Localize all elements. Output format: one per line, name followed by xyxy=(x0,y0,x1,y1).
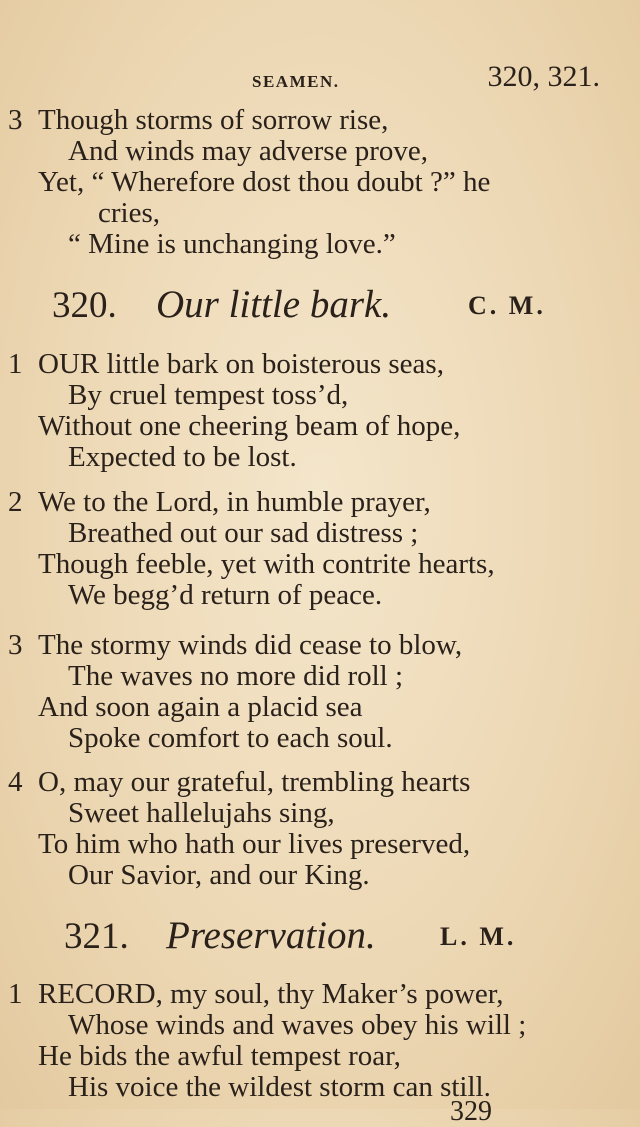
verse-line: Our Savior, and our King. xyxy=(68,859,370,891)
verse-line: Without one cheering beam of hope, xyxy=(38,410,461,442)
verse-line: Whose winds and waves obey his will ; xyxy=(68,1009,527,1041)
hymn-meter: L. M. xyxy=(440,922,517,951)
hymn-meter: C. M. xyxy=(468,291,546,320)
verse-line: The stormy winds did cease to blow, xyxy=(38,629,463,661)
verse-number: 1 xyxy=(8,978,23,1010)
verse-line: Yet, “ Wherefore dost thou doubt ?” he xyxy=(38,166,491,198)
next-page-number-partial: 329 xyxy=(450,1096,492,1127)
verse-line: Though feeble, yet with contrite hearts, xyxy=(38,548,495,580)
page-numbers: 320, 321. xyxy=(487,60,600,93)
verse-line: To him who hath our lives preserved, xyxy=(38,828,471,860)
verse-number: 1 xyxy=(8,348,23,380)
verse-line: Breathed out our sad distress ; xyxy=(68,517,419,549)
verse-line: His voice the wildest storm can still. xyxy=(68,1071,491,1103)
verse-number: 2 xyxy=(8,486,23,518)
verse-line: And soon again a placid sea xyxy=(38,691,363,723)
verse-line: Though storms of sorrow rise, xyxy=(38,104,389,136)
verse-line: Expected to be lost. xyxy=(68,441,297,473)
hymn-321-title xyxy=(0,916,640,960)
verse-line: We to the Lord, in humble prayer, xyxy=(38,486,431,518)
hymn-name: Our little bark. xyxy=(156,283,392,326)
verse-line: And winds may adverse prove, xyxy=(68,135,428,167)
hymn-name: Preservation. xyxy=(166,914,376,957)
verse-line: Sweet hallelujahs sing, xyxy=(68,797,335,829)
verse-line: By cruel tempest toss’d, xyxy=(68,379,349,411)
verse-line: Spoke comfort to each soul. xyxy=(68,722,393,754)
verse-line: He bids the awful tempest roar, xyxy=(38,1040,401,1072)
hymn-number: 320. xyxy=(52,285,117,326)
verse-line: RECORD, my soul, thy Maker’s power, xyxy=(38,978,504,1010)
hymn-number: 321. xyxy=(64,916,129,957)
verse-line: The waves no more did roll ; xyxy=(68,660,404,692)
verse-line: “ Mine is unchanging love.” xyxy=(68,228,396,260)
hymn-320-title xyxy=(0,285,640,329)
running-head: SEAMEN. xyxy=(252,72,340,91)
page-header xyxy=(0,60,640,100)
verse-line: OUR little bark on boisterous seas, xyxy=(38,348,444,380)
verse-number: 3 xyxy=(8,629,23,661)
verse-line: cries, xyxy=(98,197,160,229)
verse-line: We begg’d return of peace. xyxy=(68,579,383,611)
verse-number: 4 xyxy=(8,766,23,798)
verse-number: 3 xyxy=(8,104,23,136)
verse-line: O, may our grateful, trembling hearts xyxy=(38,766,471,798)
